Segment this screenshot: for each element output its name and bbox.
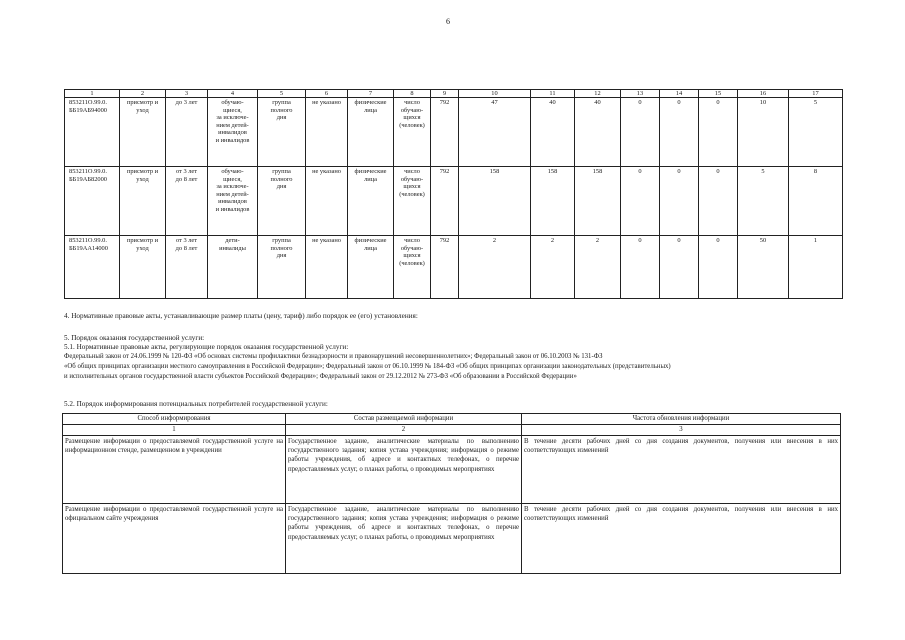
indicators-table [64,89,843,299]
section-5-1-heading: 5.1. Нормативные правовые акты, регулирующие порядок оказания государственной услуги: [64,343,349,351]
table-row [63,504,841,574]
column-number-cell: 3 [166,90,208,98]
column-number-cell: 14 [660,90,699,98]
table-cell: 40 [531,98,575,167]
table-cell: 0 [621,167,660,236]
table-cell: присмотр и уход [120,98,166,167]
column-number-cell: 13 [621,90,660,98]
table-cell: присмотр и уход [120,236,166,299]
table-cell: 158 [459,167,531,236]
table-row [63,436,841,504]
column-number-cell: 1 [63,425,286,436]
table-cell: число обучаю- щихся (человек) [394,167,431,236]
column-number-cell: 16 [738,90,789,98]
table-cell: 792 [431,98,459,167]
column-number-cell: 5 [258,90,306,98]
column-number-row [65,90,843,98]
table-cell: 5 [789,98,843,167]
section-5-heading: 5. Порядок оказания государственной услуги: [64,334,205,342]
table-cell: 47 [459,98,531,167]
table-cell: Государственное задание, аналитические материалы по выполнению государственного задания; копия устава учреждения; информация о режиме работы учреждения, об адресе и контактных телефонах, о перечне предоставляемых услуг, о планах работы, о проводимых мероприятиях [286,504,522,574]
registry-code-cell: 853211О.99.0. ББ19АБ94000 [65,98,120,167]
table-cell: 0 [621,98,660,167]
table-row [65,167,843,236]
column-number-cell: 6 [306,90,348,98]
information-table-column-numbers [63,425,841,436]
column-number-cell: 3 [522,425,841,436]
table-cell: от 3 лет до 8 лет [166,167,208,236]
table-cell: число обучаю- щихся (человек) [394,236,431,299]
table-cell: 0 [699,98,738,167]
column-number-cell: 9 [431,90,459,98]
table-cell: обучаю- щиеся, за исключе- нием детей- инвалидов и инвалидов [208,167,258,236]
table-cell: 2 [459,236,531,299]
registry-code-cell: 853211О.99.0. ББ19АА14000 [65,236,120,299]
table-cell: физические лица [348,236,394,299]
table-cell: физические лица [348,167,394,236]
table-cell: дети- инвалиды [208,236,258,299]
table-cell: обучаю- щиеся, за исключе- нием детей- инвалидов и инвалидов [208,98,258,167]
table-row [65,98,843,167]
table-cell: 40 [575,98,621,167]
table-cell: 10 [738,98,789,167]
laws-line-3: и исполнительных органов государственной власти субъектов Российской Федерации»; Федеральный закон от 29.12.2012 № 273-ФЗ «Об образовании в Российской Федерации» [64,373,577,380]
column-number-cell: 11 [531,90,575,98]
table-cell: Размещение информации о предоставляемой государственной услуге на информационном стенде, размещенном в учреждении [63,436,286,504]
column-number-cell: 7 [348,90,394,98]
section-4-heading: 4. Нормативные правовые акты, устанавливающие размер платы (цену, тариф) либо порядок ее (его) установления: [64,312,418,320]
section-5-2-heading: 5.2. Порядок информирования потенциальных потребителей государственной услуги: [64,400,328,408]
table-cell: 2 [531,236,575,299]
table-cell: В течение десяти рабочих дней со дня создания документов, получения или внесения в них соответствующих изменений [522,436,841,504]
column-number-cell: 12 [575,90,621,98]
table-cell: 1 [789,236,843,299]
table-cell: В течение десяти рабочих дней со дня создания документов, получения или внесения в них соответствующих изменений [522,504,841,574]
laws-line-1: Федеральный закон от 24.06.1999 № 120-ФЗ «Об основах системы профилактики безнадзорности и правонарушений несовершеннолетних»; Федеральный закон от 06.10.2003 № 131-ФЗ [64,353,603,360]
table-row [65,236,843,299]
table-cell: не указано [306,98,348,167]
table-cell: 0 [660,167,699,236]
table-cell: 8 [789,167,843,236]
table-cell: не указано [306,236,348,299]
table-cell: группа полного дня [258,98,306,167]
table-cell: 0 [699,167,738,236]
column-number-cell: 8 [394,90,431,98]
information-table-header [63,414,841,425]
column-number-cell: 4 [208,90,258,98]
column-number-cell: 17 [789,90,843,98]
column-number-cell: 2 [120,90,166,98]
table-cell: группа полного дня [258,236,306,299]
table-cell: 0 [660,236,699,299]
column-number-cell: 15 [699,90,738,98]
header-cell: Способ информирования [63,414,286,425]
table-cell: 792 [431,167,459,236]
table-cell: до 3 лет [166,98,208,167]
table-cell: 158 [575,167,621,236]
header-cell: Частота обновления информации [522,414,841,425]
table-cell: не указано [306,167,348,236]
column-number-cell: 1 [65,90,120,98]
information-table [62,413,841,574]
table-cell: группа полного дня [258,167,306,236]
table-cell: 0 [621,236,660,299]
table-cell: от 3 лет до 8 лет [166,236,208,299]
header-cell: Состав размещаемой информации [286,414,522,425]
column-number-cell: 10 [459,90,531,98]
page-number: 6 [446,17,450,26]
table-cell: 158 [531,167,575,236]
table-cell: Размещение информации о предоставляемой государственной услуге на официальном сайте учреждения [63,504,286,574]
table-cell: физические лица [348,98,394,167]
registry-code-cell: 853211О.99.0. ББ19АБ82000 [65,167,120,236]
table-cell: присмотр и уход [120,167,166,236]
table-cell: 0 [660,98,699,167]
column-number-cell: 2 [286,425,522,436]
table-cell: 0 [699,236,738,299]
table-cell: 2 [575,236,621,299]
table-cell: 50 [738,236,789,299]
laws-line-2: «Об общих принципах организации местного самоуправления в Российской Федерации»; Федеральный закон от 06.10.1999 № 184-ФЗ «Об общих принципах организации законодательных (представительных) [64,363,671,370]
table-cell: число обучаю- щихся (человек) [394,98,431,167]
table-cell: 792 [431,236,459,299]
table-cell: Государственное задание, аналитические материалы по выполнению государственного задания; копия устава учреждения; информация о режиме работы учреждения, об адресе и контактных телефонах, о перечне предоставляемых услуг, о планах работы, о проводимых мероприятиях [286,436,522,504]
table-cell: 5 [738,167,789,236]
